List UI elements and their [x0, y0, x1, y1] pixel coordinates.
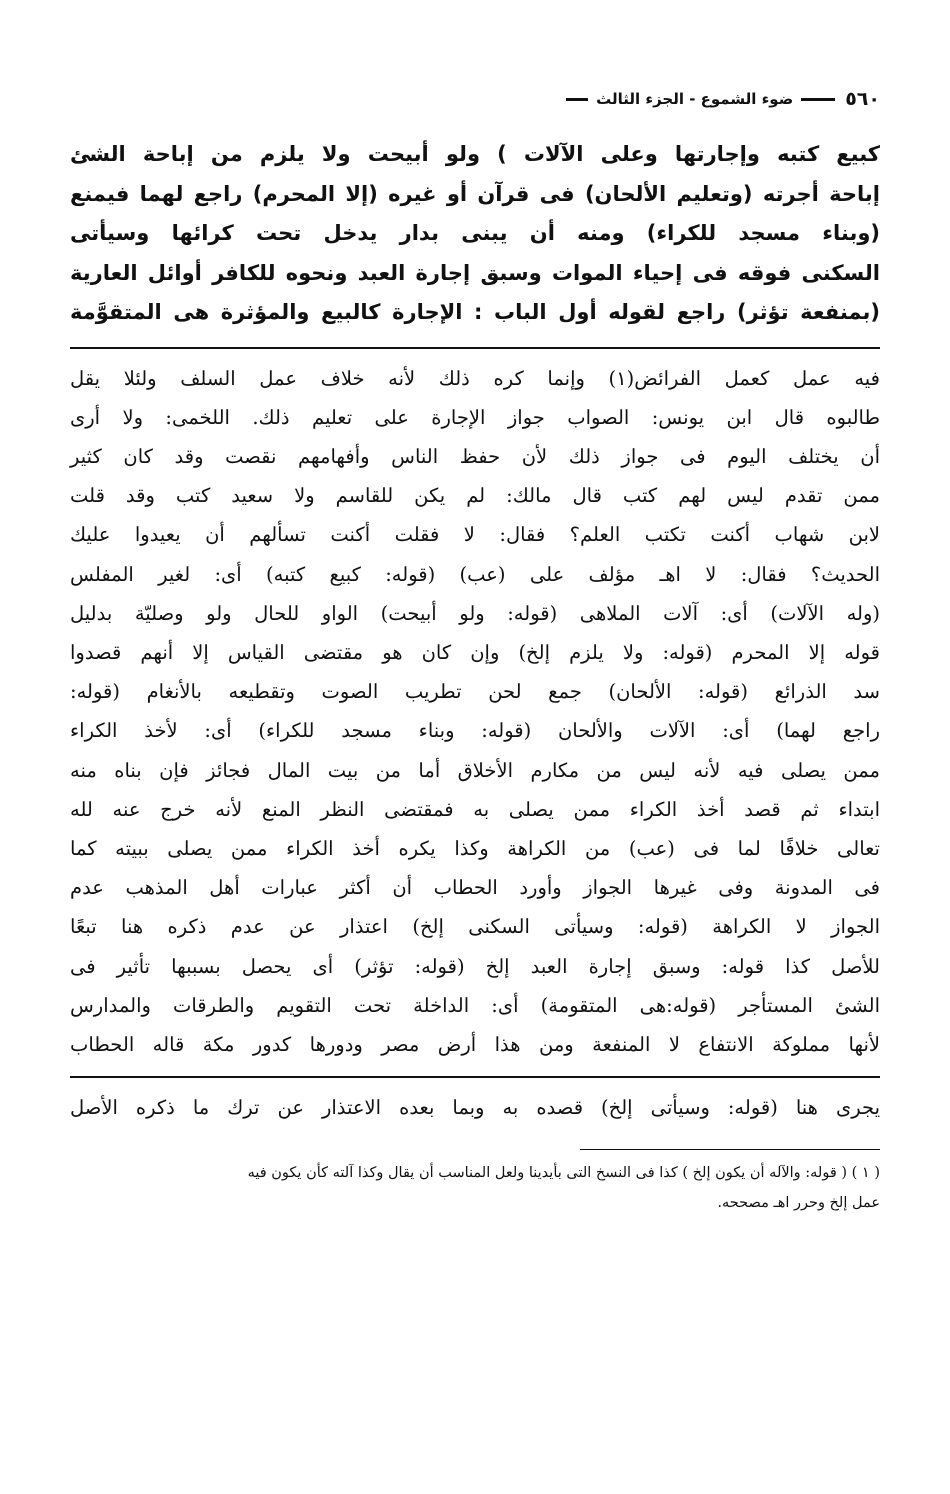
section-divider [70, 347, 880, 349]
commentary-line: ممن يصلى فيه لأنه ليس من مكارم الأخلاق أما من بيت المال فجائز فإن بناه منه [70, 758, 880, 782]
commentary-text [70, 359, 880, 1065]
running-title: ضوء الشموع - الجزء الثالث [596, 90, 794, 108]
page-number: ٥٦٠ [845, 88, 880, 110]
footnote-line: ( ١ ) ( قوله: والآله أن يكون إلخ ) كذا فى النسخ التى بأيدينا ولعل المناسب أن يقال وكذا آلته كأن يكون فيه [247, 1165, 880, 1182]
commentary-line: الجواز لا الكراهة (قوله: وسيأتى السكنى إلخ) اعتذار عن عدم ذكره هنا تبعًا [70, 915, 880, 939]
commentary-line: الحديث؟ فقال: لا اهـ مؤلف على (عب) (قوله: كبيع كتبه) أى: لغير المفلس [70, 562, 880, 586]
commentary-line: للأصل كذا قوله: وسبق إجارة العبد إلخ (قوله: تؤثر) أى يحصل بسببها تأثير فى [70, 954, 880, 978]
commentary-line: ممن تقدم ليس لهم كتب قال مالك: لم يكن للقاسم ولا سعيد كتب وقد قلت [70, 484, 880, 508]
footnote-line: عمل إلخ وحرر اهـ مصححه. [717, 1195, 880, 1212]
main-text-line: إباحة أجرته (وتعليم الألحان) فى قرآن أو غيره (إلا المحرم) راجع لهما فيمنع [70, 181, 880, 206]
book-page [70, 85, 880, 1218]
footnote [70, 1158, 880, 1218]
running-header [70, 85, 880, 113]
main-text-line: السكنى فوقه فى إحياء الموات وسبق إجارة العبد ونحوه للكافر أوائل العارية [70, 260, 880, 285]
main-text-line: (وبناء مسجد للكراء) ومنه أن يبنى بدار يدخل تحت كرائها وسيأتى [70, 221, 880, 245]
header-rule-end [566, 98, 588, 101]
commentary-line: أن يختلف اليوم فى جواز ذلك لأن حفظ الناس وأفهامهم نقصت وقد كان كثير [70, 444, 880, 468]
commentary-line: الشئ المستأجر (قوله:هى المتقومة) أى: الداخلة تحت التقويم والطرقات والمدارس [70, 993, 880, 1017]
commentary-line: قوله إلا المحرم (قوله: ولا يلزم إلخ) وإن كان هو مقتضى القياس إلا أنهم قصدوا [70, 640, 880, 664]
commentary-line: لابن شهاب أكنت تكتب العلم؟ فقال: لا فقلت أكنت تسألهم أن يعيدوا عليك [70, 523, 880, 547]
commentary-line: راجع لهما) أى: الآلات والألحان (قوله: وبناء مسجد للكراء) أى: لأخذ الكراء [70, 719, 880, 743]
commentary-line: سد الذرائع (قوله: الألحان) جمع لحن تطريب الصوت وتقطيعه بالأنغام (قوله: [70, 680, 880, 704]
commentary-line: (وله الآلات) أى: آلات الملاهى (قوله: ولو أبيحت) الواو للحال ولو وصليّة بدليل [70, 601, 880, 625]
commentary-line: فيه عمل كعمل الفرائض(١) وإنما كره ذلك لأنه خلاف عمل السلف ولئلا يقل [70, 366, 880, 390]
footnote-rule [580, 1149, 880, 1151]
commentary-line: طالبوه قال ابن يونس: الصواب جواز الإجارة على تعليم ذلك. اللخمى: ولا أرى [70, 405, 880, 429]
main-text [70, 135, 880, 333]
main-text-line: كبيع كتبه وإجارتها وعلى الآلات ) ولو أبيحت ولا يلزم من إباحة الشئ [70, 142, 880, 166]
commentary-line: فى المدونة وفى غيرها الجواز وأورد الحطاب أن أكثر عبارات أهل المذهب عدم [70, 876, 880, 900]
commentary-line: ابتداء ثم قصد أخذ الكراء ممن يصلى به فمقتضى النظر المنع لأنه خرج عنه لله [70, 797, 880, 821]
secondary-divider [70, 1076, 880, 1078]
main-text-line: (بمنفعة تؤثر) راجع لقوله أول الباب : الإجارة كالبيع والمؤثرة هى المتقوَّمة [70, 300, 880, 324]
commentary-line: تعالى خلافًا لما فى (عب) من الكراهة وكذا يكره أخذ الكراء ممن يصلى ببيته كما [70, 836, 880, 860]
header-rule [801, 98, 835, 101]
commentary-line: لأنها مملوكة الانتفاع لا المنفعة ومن هذا أرض مصر ودورها كدور مكة قاله الحطاب [70, 1032, 880, 1056]
continuation-line: يجرى هنا (قوله: وسيأتى إلخ) قصده به وبما بعده الاعتذار عن ترك ما ذكره الأصل [70, 1095, 880, 1119]
